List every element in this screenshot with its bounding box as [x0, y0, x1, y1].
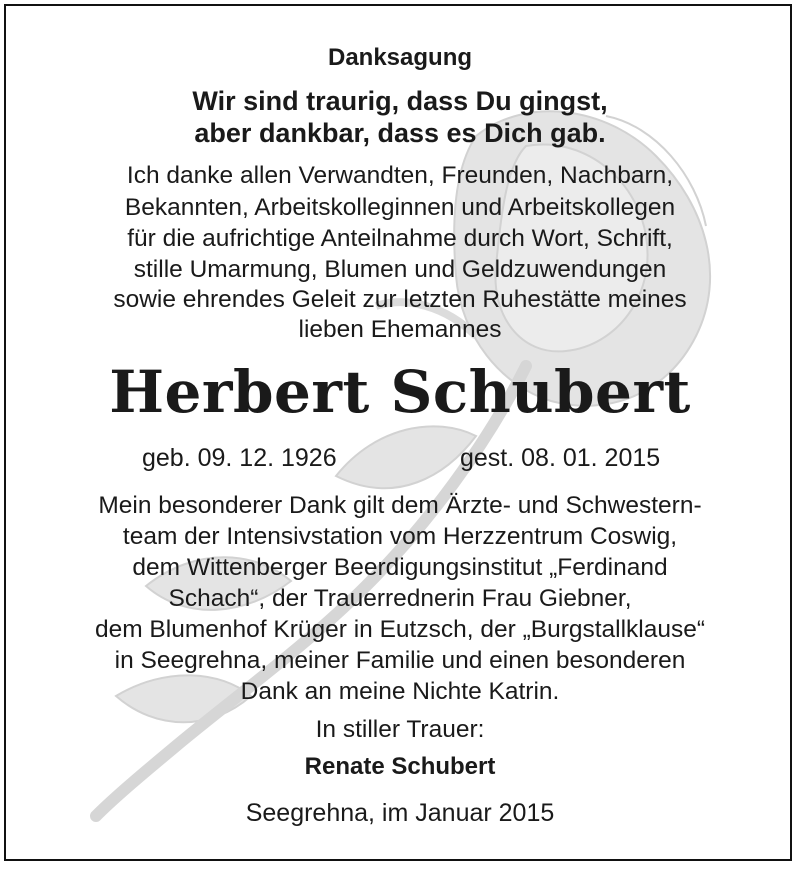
signatory: Renate Schubert — [304, 753, 496, 780]
quote-line-1: Wir sind traurig, dass Du gingst, — [192, 86, 608, 116]
thanks-line-2: Bekannten, Arbeitskolleginnen und Arbeitskollegen — [124, 194, 676, 221]
obituary-content — [6, 6, 792, 861]
obituary-frame — [4, 4, 792, 861]
birth-date: geb. 09. 12. 1926 — [142, 444, 337, 472]
special-thanks-line-4: Schach“, der Trauerrednerin Frau Giebner, — [168, 585, 632, 612]
thanks-line-6: lieben Ehemannes — [298, 316, 502, 343]
thanks-line-1: Ich danke allen Verwandten, Freunden, Nachbarn, — [126, 162, 674, 189]
deceased-name: Herbert Schubert — [109, 358, 691, 426]
special-thanks-line-6: in Seegrehna, meiner Familie und einen besonderen — [114, 647, 686, 674]
place-date: Seegrehna, im Januar 2015 — [245, 799, 555, 827]
heading: Danksagung — [327, 44, 473, 71]
special-thanks-line-2: team der Intensivstation vom Herzzentrum Coswig, — [122, 523, 678, 550]
quote-line-2: aber dankbar, dass es Dich gab. — [194, 118, 606, 148]
closing-phrase: In stiller Trauer: — [315, 716, 485, 743]
thanks-line-3: für die aufrichtige Anteilnahme durch Wort, Schrift, — [127, 225, 673, 252]
death-date: gest. 08. 01. 2015 — [460, 444, 661, 472]
thanks-line-5: sowie ehrendes Geleit zur letzten Ruhestätte meines — [113, 286, 687, 313]
special-thanks-line-3: dem Wittenberger Beerdigungsinstitut „Ferdinand — [132, 554, 668, 581]
special-thanks-line-5: dem Blumenhof Krüger in Eutzsch, der „Burgstallklause“ — [94, 616, 706, 643]
thanks-line-4: stille Umarmung, Blumen und Geldzuwendungen — [133, 256, 667, 283]
special-thanks-line-7: Dank an meine Nichte Katrin. — [240, 678, 560, 705]
special-thanks-line-1: Mein besonderer Dank gilt dem Ärzte- und Schwestern- — [98, 492, 702, 519]
